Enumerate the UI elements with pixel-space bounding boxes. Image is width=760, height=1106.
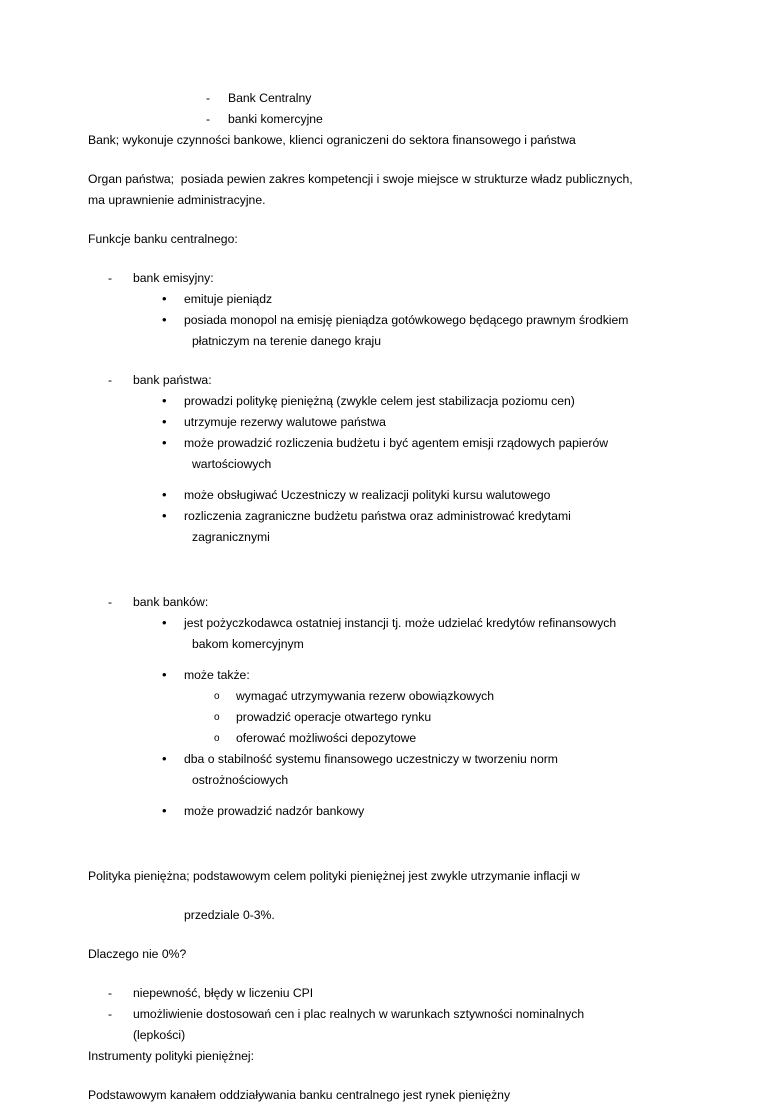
list-item-label: banki komercyjne [228, 112, 323, 126]
list-item-label: bank banków: [133, 595, 209, 609]
list-item-label: może obsługiwać Uczestniczy w realizacji polityki kursu walutowego [184, 488, 551, 502]
list-item-label: oferować możliwości depozytowe [236, 731, 417, 745]
paragraph-organ-line-2: ma uprawnienie administracyjne. [88, 193, 266, 207]
dash-marker: - [108, 373, 113, 387]
list-item [88, 412, 668, 433]
bullet-marker: • [162, 414, 167, 429]
list-item [88, 1004, 668, 1046]
circle-marker: o [214, 712, 220, 723]
heading-instrumenty: Instrumenty polityki pieniężnej: [88, 1049, 254, 1063]
list-item [88, 289, 668, 310]
list-item-label: jest pożyczkodawca ostatniej instancji tj. może udzielać kredytów refinansowych [184, 616, 617, 630]
paragraph-organ-line-1: Organ państwa; posiada pewien zakres kompetencji i swoje miejsce w strukturze władz publicznych, [88, 172, 633, 186]
list-item [88, 485, 668, 506]
spacer [88, 548, 668, 592]
paragraph-przedzial: przedziale 0-3%. [184, 908, 275, 922]
bullet-marker: • [162, 435, 167, 450]
spacer [88, 791, 668, 801]
circle-marker: o [214, 733, 220, 744]
dash-marker: - [108, 595, 113, 609]
list-item-label-continued: (lepkości) [133, 1028, 186, 1042]
list-item-label: bank państwa: [133, 373, 212, 387]
list-item-bank-bankow [88, 592, 668, 613]
list-item-label: bank emisyjny: [133, 271, 214, 285]
bullet-marker: • [162, 751, 167, 766]
list-item [88, 109, 668, 130]
list-item-label-continued: bakom komercyjnym [192, 637, 304, 651]
dash-marker: - [206, 112, 211, 126]
circle-marker: o [214, 691, 220, 702]
bullet-marker: • [162, 291, 167, 306]
spacer [88, 1067, 668, 1085]
list-item-label-continued: zagranicznymi [192, 530, 270, 544]
spacer [88, 965, 668, 983]
spacer [88, 211, 668, 229]
list-item-label-continued: płatniczym na terenie danego kraju [192, 334, 382, 348]
bullet-marker: • [162, 508, 167, 523]
spacer [88, 926, 668, 944]
list-item-label: rozliczenia zagraniczne budżetu państwa oraz administrować kredytami [184, 509, 571, 523]
list-item-label: prowadzi politykę pieniężną (zwykle celem jest stabilizacja poziomu cen) [184, 394, 575, 408]
list-item [88, 801, 668, 822]
bullet-marker: • [162, 312, 167, 327]
spacer [88, 151, 668, 169]
list-item-label: wymagać utrzymywania rezerw obowiązkowych [236, 689, 495, 703]
spacer [88, 655, 668, 665]
list-item-label: posiada monopol na emisję pieniądza gotówkowego będącego prawnym środkiem [184, 313, 629, 327]
list-item [88, 506, 668, 548]
list-item-label: dba o stabilność systemu finansowego uczestniczy w tworzeniu norm [184, 752, 558, 766]
list-item [88, 707, 668, 728]
list-item-label-continued: wartościowych [192, 457, 272, 471]
list-item-label: może prowadzić nadzór bankowy [184, 804, 365, 818]
list-item [88, 749, 668, 791]
list-item [88, 686, 668, 707]
bullet-marker: • [162, 393, 167, 408]
list-item-label: umożliwienie dostosowań cen i plac realnych w warunkach sztywności nominalnych [133, 1007, 585, 1021]
list-item [88, 310, 668, 352]
spacer [88, 352, 668, 370]
list-item-label: może prowadzić rozliczenia budżetu i być agentem emisji rządowych papierów [184, 436, 609, 450]
list-item [88, 433, 668, 475]
list-item-bank-emisyjny [88, 268, 668, 289]
heading-dlaczego-nie-zero: Dlaczego nie 0%? [88, 947, 187, 961]
list-item [88, 983, 668, 1004]
dash-marker: - [108, 271, 113, 285]
dash-marker: - [206, 91, 211, 105]
dash-marker: - [108, 1007, 113, 1021]
list-item-label: emituje pieniądz [184, 292, 273, 306]
paragraph-bank-definition: Bank; wykonuje czynności bankowe, klienci ograniczeni do sektora finansowego i państwa [88, 133, 576, 147]
heading-funkcje-banku-centralnego: Funkcje banku centralnego: [88, 232, 238, 246]
paragraph-kanal: Podstawowym kanałem oddziaływania banku centralnego jest rynek pieniężny [88, 1088, 511, 1102]
list-item [88, 391, 668, 412]
document-body [88, 88, 668, 1106]
list-item-label: utrzymuje rezerwy walutowe państwa [184, 415, 386, 429]
spacer [88, 822, 668, 866]
list-item-label: Bank Centralny [228, 91, 312, 105]
dash-marker: - [108, 986, 113, 1000]
list-item-label: może także: [184, 668, 250, 682]
list-item-label: niepewność, błędy w liczeniu CPI [133, 986, 314, 1000]
paragraph-polityka-pieniezna: Polityka pieniężna; podstawowym celem polityki pieniężnej jest zwykle utrzymanie inflacji w [88, 869, 580, 883]
list-item [88, 728, 668, 749]
list-item-bank-panstwa [88, 370, 668, 391]
spacer [88, 475, 668, 485]
spacer [88, 887, 668, 905]
spacer [88, 250, 668, 268]
list-item-label-continued: ostrożnościowych [192, 773, 289, 787]
bullet-marker: • [162, 803, 167, 818]
list-item [88, 613, 668, 655]
list-item [88, 88, 668, 109]
bullet-marker: • [162, 667, 167, 682]
bullet-marker: • [162, 487, 167, 502]
bullet-marker: • [162, 615, 167, 630]
list-item-label: prowadzić operacje otwartego rynku [236, 710, 432, 724]
list-item-moze-takze [88, 665, 668, 686]
